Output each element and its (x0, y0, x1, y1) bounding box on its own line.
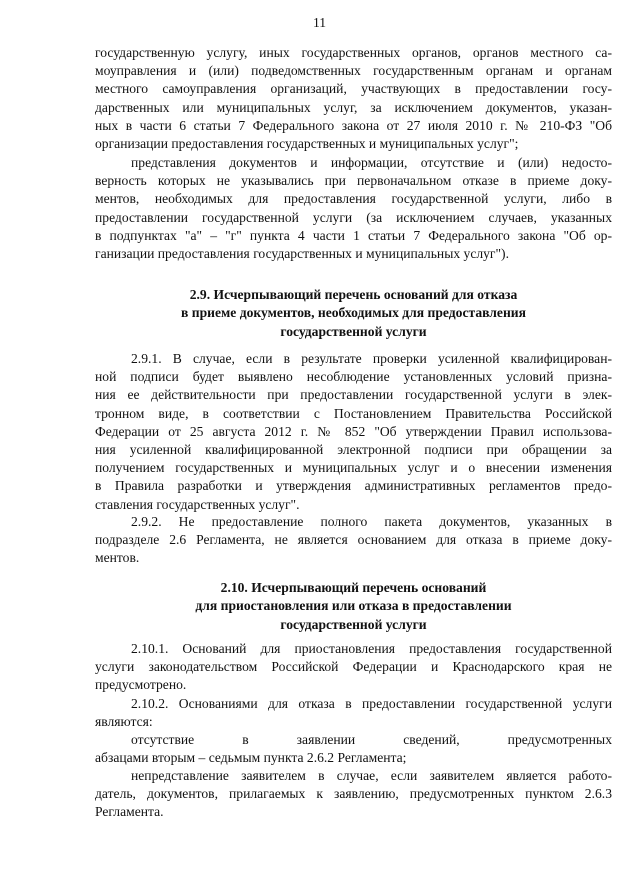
text-line: 2.9.1. В случае, если в результате проверки усиленной квалифицирован- (131, 351, 612, 366)
text-line: подразделе 2.6 Регламента, не является основанием для отказа в приеме доку- (95, 532, 612, 548)
text-line: датель, документов, прилагаемых к заявлению, предусмотренных пунктом 2.6.3 (95, 786, 612, 802)
heading-line: 2.10. Исчерпывающий перечень оснований (220, 580, 487, 595)
text-line: ных в части 6 статьи 7 Федерального закона от 27 июля 2010 г. № 210-ФЗ "Об (95, 117, 612, 133)
text-line: государственную услугу, иных государственных органов, органов местного са- (95, 45, 612, 60)
text-line: местного самоуправления организаций, участвующих в предоставлении госу- (95, 81, 612, 97)
text-line: непредставление заявителем в случае, если заявителем является работо- (131, 768, 612, 783)
text-line: ганизации предоставления государственных и муниципальных услуг"). (95, 245, 509, 261)
paragraph-2-9-1 (95, 350, 612, 514)
text-line: моуправления и (или) подведомственных государственным органам и органам (95, 63, 612, 79)
text-line: тронном виде, в соответствии с Постановлением Правительства Российской (95, 405, 612, 421)
text-line: 2.10.1. Оснований для приостановления предоставления государственной (131, 641, 612, 656)
text-line: 2.9.2. Не предоставление полного пакета документов, указанных в (131, 514, 612, 529)
page-number: 11 (312, 15, 327, 30)
text-line: дарственных или муниципальных услуг, за исключением документов, указан- (95, 99, 612, 115)
text-line: Федерации от 25 августа 2012 г. № 852 "Об утверждении Правил использова- (95, 423, 612, 439)
heading-line: 2.9. Исчерпывающий перечень оснований для отказа (189, 287, 518, 302)
text-line: предусмотрено. (95, 677, 187, 693)
text-line: 2.10.2. Основаниями для отказа в предоставлении государственной услуги (131, 696, 612, 711)
text-line: Регламента. (95, 804, 164, 820)
text-line: ментов, необходимых для предоставления государственной услуги, либо в (95, 191, 612, 207)
text-line: отсутствие в заявлении сведений, предусмотренных (131, 732, 612, 747)
text-line: получением государственных и муниципальных услуг и о внесении изменения (95, 460, 612, 476)
heading-line: государственной услуги (280, 323, 427, 339)
section-heading-2-10 (95, 579, 612, 634)
text-line: организации предоставления государственных и муниципальных услуг"; (95, 135, 519, 151)
paragraph-2-9-2 (95, 513, 612, 568)
text-line: предоставлении государственной услуги (за исключением случаев, указанных (95, 209, 612, 225)
heading-line: государственной услуги (280, 616, 427, 632)
text-line: в Правила разработки и утверждения административных регламентов предо- (95, 478, 612, 494)
text-line: ния ее действительности при предоставлении государственной услуги в элек- (95, 387, 612, 403)
paragraph-nonsubmission (95, 767, 612, 822)
text-line: услуги законодательством Российской Федерации и Краснодарского края не (95, 659, 612, 675)
text-line: являются: (95, 714, 153, 730)
text-line: абзацами вторым – седьмым пункта 2.6.2 Регламента; (95, 750, 407, 766)
paragraph-continuation (95, 44, 612, 153)
paragraph-representation (95, 154, 612, 263)
paragraph-2-10-2 (95, 695, 612, 731)
heading-line: для приостановления или отказа в предоставлении (195, 598, 512, 614)
text-line: представления документов и информации, отсутствие и (или) недосто- (131, 155, 612, 170)
paragraph-2-10-1 (95, 640, 612, 695)
text-line: верность которых не указывались при первоначальном отказе в приеме доку- (95, 173, 612, 189)
text-line: ния усиленной квалифицированной электронной подписи при обращении за (95, 441, 612, 457)
text-line: в подпунктах "а" – "г" пункта 4 части 1 статьи 7 Федерального закона "Об ор- (95, 227, 612, 243)
section-heading-2-9 (95, 286, 612, 341)
text-line: ной подписи будет выявлено несоблюдение установленных условий призна- (95, 369, 612, 385)
paragraph-absence-of-info (95, 731, 612, 767)
text-line: ставления государственных услуг". (95, 496, 300, 512)
text-line: ментов. (95, 550, 140, 566)
heading-line: в приеме документов, необходимых для предоставления (181, 305, 526, 321)
